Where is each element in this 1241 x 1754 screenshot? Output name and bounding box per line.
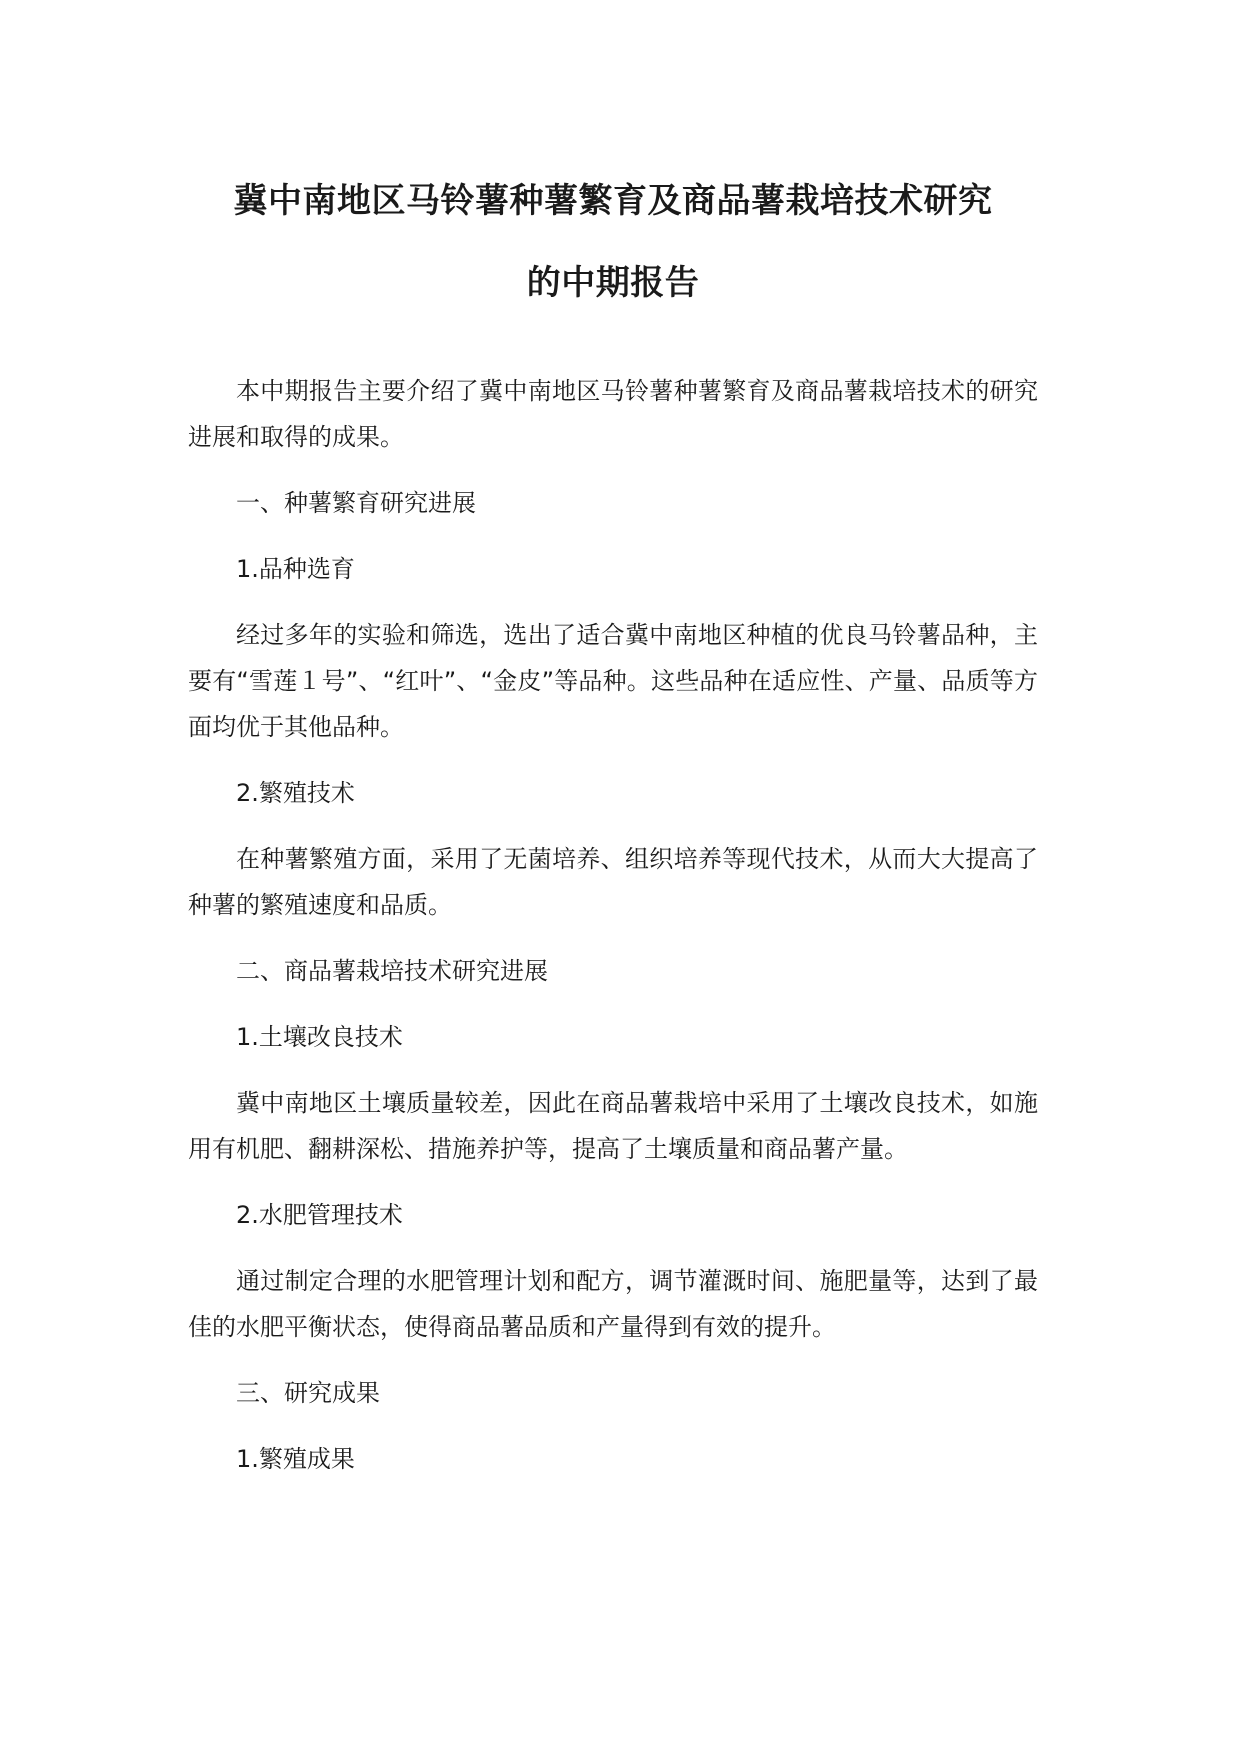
title-line-2: 的中期报告 — [526, 263, 700, 303]
section-heading-2: 二、商品薯栽培技术研究进展 — [236, 957, 548, 985]
subsection-heading: 1.土壤改良技术 — [236, 1023, 403, 1051]
title-line-1: 冀中南地区马铃薯种薯繁育及商品薯栽培技术研究 — [233, 181, 993, 221]
subsection-heading: 2.水肥管理技术 — [236, 1201, 403, 1229]
document-page — [188, 160, 1038, 1502]
section-heading-1: 一、种薯繁育研究进展 — [236, 489, 476, 517]
subsection-heading: 1.繁殖成果 — [236, 1445, 355, 1473]
subsection-heading: 2.繁殖技术 — [236, 779, 355, 807]
body-paragraph: 在种薯繁殖方面，采用了无菌培养、组织培养等现代技术，从而大大提高了种薯的繁殖速度和品质。 — [188, 845, 1038, 919]
body-paragraph: 冀中南地区土壤质量较差，因此在商品薯栽培中采用了土壤改良技术，如施用有机肥、翻耕深松、措施养护等，提高了土壤质量和商品薯产量。 — [188, 1089, 1038, 1163]
body-paragraph: 通过制定合理的水肥管理计划和配方，调节灌溉时间、施肥量等，达到了最佳的水肥平衡状态，使得商品薯品质和产量得到有效的提升。 — [188, 1267, 1038, 1341]
section-heading-3: 三、研究成果 — [236, 1379, 380, 1407]
subsection-heading: 1.品种选育 — [236, 555, 355, 583]
intro-paragraph: 本中期报告主要介绍了冀中南地区马铃薯种薯繁育及商品薯栽培技术的研究进展和取得的成果。 — [188, 377, 1038, 451]
body-paragraph: 经过多年的实验和筛选，选出了适合冀中南地区种植的优良马铃薯品种，主要有“雪莲１号”、“红叶”、“金皮”等品种。这些品种在适应性、产量、品质等方面均优于其他品种。 — [188, 621, 1038, 741]
document-title — [188, 160, 1038, 324]
